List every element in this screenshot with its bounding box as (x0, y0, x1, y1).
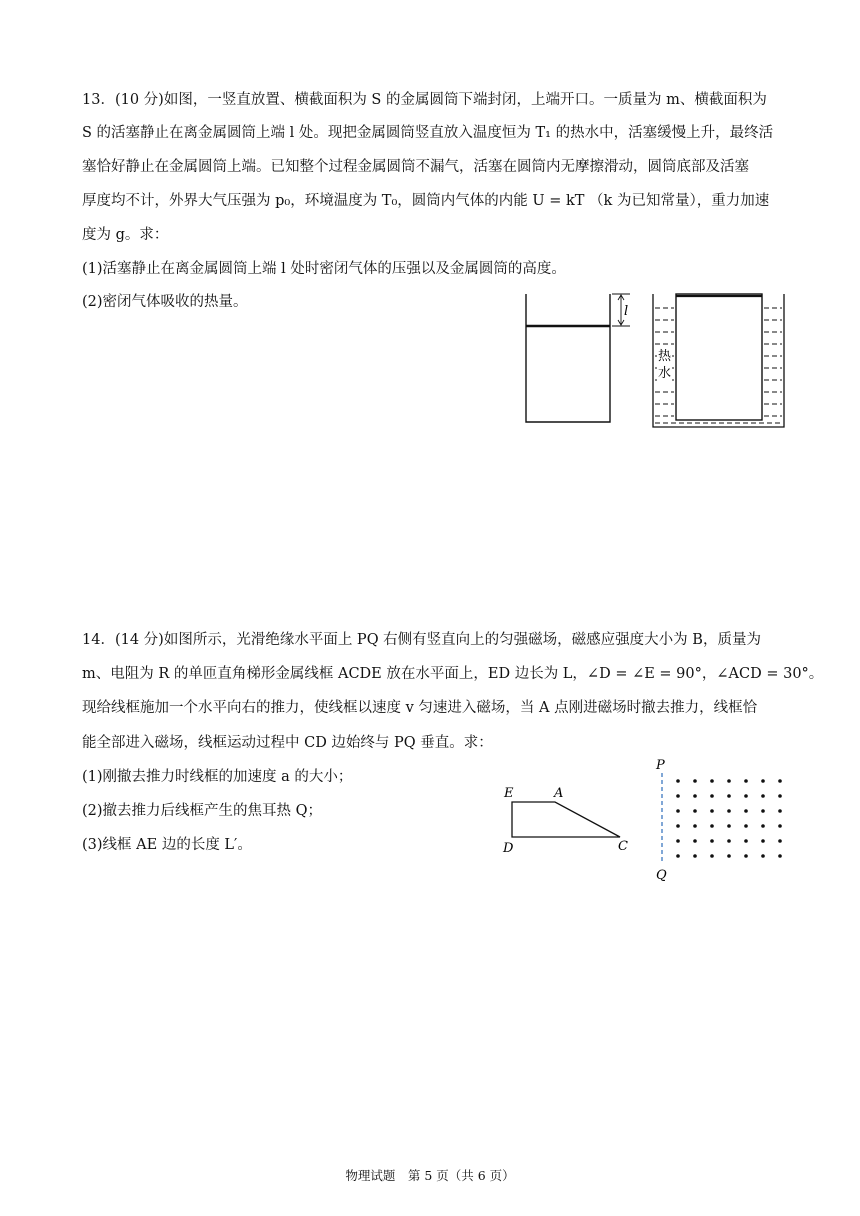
field-dot (744, 809, 748, 813)
field-dot (761, 839, 765, 843)
q13-water-label-1: 热 (658, 349, 672, 364)
q13-line-5: 度为 g。求： (82, 227, 169, 243)
field-dot (693, 854, 697, 858)
q13-line-3: 塞恰好静止在金属圆筒上端。已知整个过程金属圆筒不漏气，活塞在圆筒内无摩擦滑动，圆筒底部及活塞 (82, 159, 749, 175)
q14-figure-field (650, 755, 790, 885)
field-dot (710, 824, 714, 828)
field-dot (778, 809, 782, 813)
q13-dim-label: l (624, 304, 629, 319)
field-dot (693, 794, 697, 798)
magnetic-field-dots (676, 779, 782, 858)
field-dot (761, 854, 765, 858)
field-dot (676, 839, 680, 843)
q13-water-label-2: 水 (658, 366, 672, 381)
q14-figure-trapezoid (500, 780, 640, 860)
q14-line-3: 现给线框施加一个水平向右的推力，使线框以速度 v 匀速进入磁场，当 A 点刚进磁场时撤去推力，线框恰 (82, 700, 758, 716)
q14-label-q: Q (656, 868, 667, 883)
field-dot (727, 779, 731, 783)
field-dot (727, 839, 731, 843)
q14-line-5: (1)刚撤去推力时线框的加速度 a 的大小； (82, 769, 353, 785)
field-dot (710, 779, 714, 783)
field-dot (744, 794, 748, 798)
q14-line-1: 14．(14 分)如图所示，光滑绝缘水平面上 PQ 右侧有竖直向上的匀强磁场，磁感应强度大小为 B，质量为 (82, 632, 761, 648)
q14-line-6: (2)撤去推力后线框产生的焦耳热 Q； (82, 803, 323, 819)
field-dot (761, 809, 765, 813)
field-dot (693, 809, 697, 813)
field-dot (744, 854, 748, 858)
q13-figure-hot-water (648, 290, 788, 430)
field-dot (693, 824, 697, 828)
field-dot (778, 779, 782, 783)
field-dot (761, 824, 765, 828)
q13-line-2: S 的活塞静止在离金属圆筒上端 l 处。现把金属圆筒竖直放入温度恒为 T₁ 的热水中，活塞缓慢上升，最终活 (82, 125, 774, 141)
field-dot (727, 794, 731, 798)
page-footer: 物理试题 第 5 页（共 6 页） (345, 1168, 515, 1183)
field-dot (727, 854, 731, 858)
field-dot (761, 779, 765, 783)
field-dot (710, 854, 714, 858)
q13-line-6: (1)活塞静止在离金属圆筒上端 l 处时密闭气体的压强以及金属圆筒的高度。 (82, 261, 566, 277)
field-dot (693, 839, 697, 843)
q14-line-2: m、电阻为 R 的单匝直角梯形金属线框 ACDE 放在水平面上，ED 边长为 L，∠D = ∠E = 90°，∠ACD = 30°。 (82, 666, 824, 682)
field-dot (710, 809, 714, 813)
field-dot (778, 794, 782, 798)
q13-line-4: 厚度均不计，外界大气压强为 p₀，环境温度为 T₀，圆筒内气体的内能 U = kT （k 为已知常量），重力加速 (82, 193, 770, 209)
q13-figure-cylinder (520, 290, 640, 425)
field-dot (676, 824, 680, 828)
field-dot (676, 809, 680, 813)
q14-line-7: (3)线框 AE 边的长度 L′。 (82, 837, 252, 853)
field-dot (761, 794, 765, 798)
q14-line-4: 能全部进入磁场，线框运动过程中 CD 边始终与 PQ 垂直。求： (82, 735, 493, 751)
field-dot (778, 839, 782, 843)
field-dot (727, 824, 731, 828)
field-dot (778, 854, 782, 858)
field-dot (744, 779, 748, 783)
field-dot (676, 779, 680, 783)
field-dot (744, 824, 748, 828)
field-dot (727, 809, 731, 813)
q14-label-a: A (554, 786, 564, 801)
q13-line-1: 13．(10 分)如图，一竖直放置、横截面积为 S 的金属圆筒下端封闭，上端开口。一质量为 m、横截面积为 (82, 92, 767, 108)
field-dot (778, 824, 782, 828)
q14-label-d: D (503, 841, 514, 856)
field-dot (676, 854, 680, 858)
field-dot (710, 839, 714, 843)
field-dot (693, 779, 697, 783)
field-dot (676, 794, 680, 798)
field-dot (744, 839, 748, 843)
q14-label-c: C (618, 839, 628, 854)
q14-label-p: P (656, 758, 665, 773)
q14-label-e: E (504, 786, 514, 801)
q13-line-7: (2)密闭气体吸收的热量。 (82, 294, 248, 310)
field-dot (710, 794, 714, 798)
